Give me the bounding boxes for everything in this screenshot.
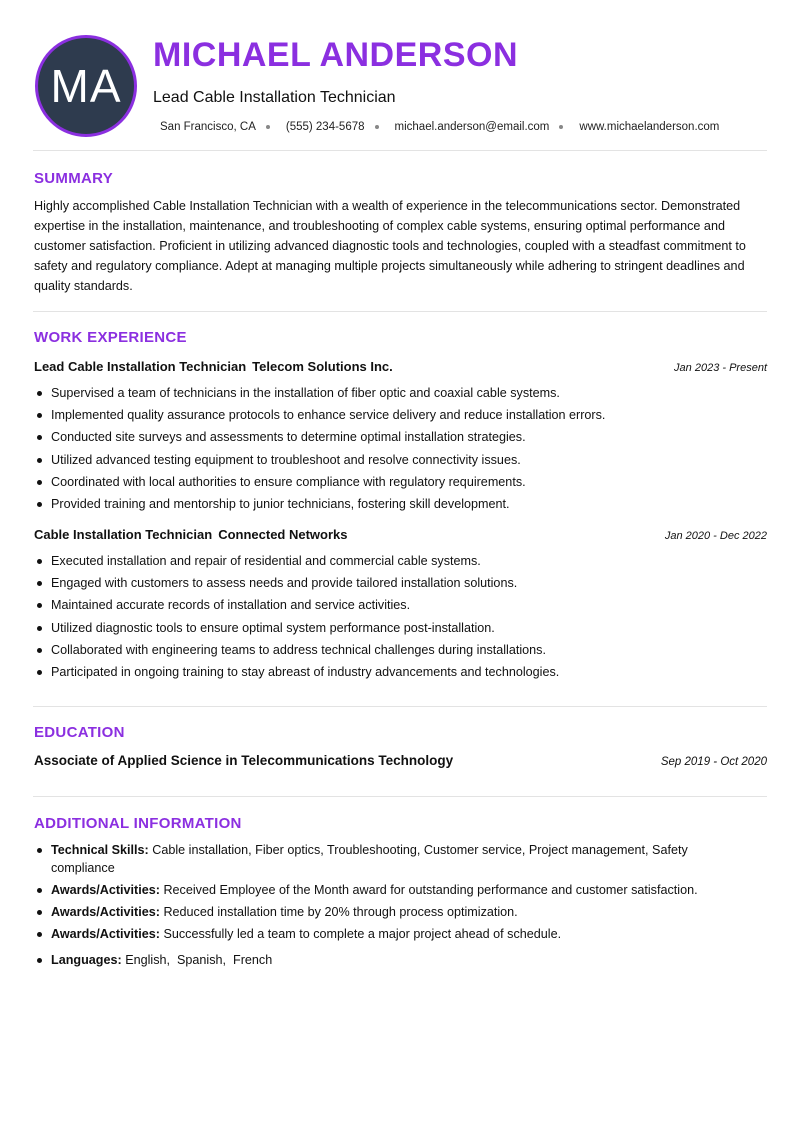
job-company: Connected Networks <box>218 527 348 542</box>
list-item <box>34 881 754 899</box>
contact-bar <box>160 121 719 133</box>
list-item: Conducted site surveys and assessments to determine optimal installation strategies. <box>34 426 767 448</box>
contact-phone: (555) 234-5678 <box>285 121 365 133</box>
section-title-additional: ADDITIONAL INFORMATION <box>34 815 242 832</box>
avatar <box>35 35 137 137</box>
contact-website[interactable]: www.michaelanderson.com <box>579 121 720 133</box>
list-item: Maintained accurate records of installation and service activities. <box>34 594 767 616</box>
info-label: Awards/Activities: <box>51 905 160 919</box>
divider <box>33 706 767 707</box>
info-label: Technical Skills: <box>51 843 149 857</box>
language-item: English <box>125 953 167 967</box>
divider <box>33 796 767 797</box>
job-company: Telecom Solutions Inc. <box>252 359 393 374</box>
contact-email[interactable]: michael.anderson@email.com <box>394 121 550 133</box>
divider <box>33 311 767 312</box>
info-text: Received Employee of the Month award for outstanding performance and customer satisfaction. <box>163 883 698 897</box>
job-role: Cable Installation Technician <box>34 527 213 542</box>
additional-info-list <box>34 841 754 973</box>
list-item <box>34 841 754 877</box>
job-role: Lead Cable Installation Technician <box>34 359 247 374</box>
education-entry <box>34 753 767 768</box>
list-item: Provided training and mentorship to junior technicians, fostering skill development. <box>34 493 767 515</box>
info-label: Languages: <box>51 953 122 967</box>
info-text: Reduced installation time by 20% through process optimization. <box>163 905 518 919</box>
list-item: Participated in ongoing training to stay abreast of industry advancements and technologies. <box>34 661 767 683</box>
list-item <box>34 903 754 921</box>
info-text: Cable installation, Fiber optics, Troubleshooting, Customer service, Project management, Safety compliance <box>51 843 688 875</box>
job-header <box>34 358 767 376</box>
list-item <box>34 925 754 943</box>
list-item <box>34 951 754 969</box>
list-item: Utilized advanced testing equipment to troubleshoot and resolve connectivity issues. <box>34 449 767 471</box>
list-item: Supervised a team of technicians in the installation of fiber optic and coaxial cable systems. <box>34 382 767 404</box>
dot-separator <box>375 125 379 129</box>
dot-separator <box>266 125 270 129</box>
job-dates: Jan 2023 - Present <box>674 362 767 374</box>
contact-location: San Francisco, CA <box>160 121 256 133</box>
job-bullets <box>34 550 767 683</box>
section-title-summary: SUMMARY <box>34 170 114 187</box>
job-header <box>34 526 767 544</box>
job-entry <box>34 526 767 683</box>
avatar-initials: MA <box>50 60 122 112</box>
list-item: Implemented quality assurance protocols to enhance service delivery and reduce installation errors. <box>34 404 767 426</box>
candidate-name: MICHAEL ANDERSON <box>153 36 519 74</box>
list-item: Executed installation and repair of residential and commercial cable systems. <box>34 550 767 572</box>
language-item: , French <box>223 953 273 967</box>
divider <box>33 150 767 151</box>
job-entry <box>34 358 767 515</box>
section-title-experience: WORK EXPERIENCE <box>34 329 187 346</box>
info-text: Successfully led a team to complete a major project ahead of schedule. <box>163 927 562 941</box>
list-item: Utilized diagnostic tools to ensure optimal system performance post-installation. <box>34 617 767 639</box>
summary-text: Highly accomplished Cable Installation Technician with a wealth of experience in the telecommunications sector. Demonstrated expertise in the installation, maintenance, and troubleshooting of complex cable systems, ensuring optimal performance and customer satisfaction. Proficient in utilizing advanced diagnostic tools and technologies, coupled with a steadfast commitment to safety and regulatory compliance. Adept at managing multiple projects simultaneously while adhering to stringent deadlines and quality standards. <box>34 199 746 293</box>
language-item: , Spanish <box>167 953 223 967</box>
education-dates: Sep 2019 - Oct 2020 <box>660 756 767 768</box>
list-item: Engaged with customers to assess needs and provide tailored installation solutions. <box>34 572 767 594</box>
candidate-title: Lead Cable Installation Technician <box>153 89 396 106</box>
education-degree: Associate of Applied Science in Telecommunications Technology <box>34 753 454 768</box>
list-item: Collaborated with engineering teams to address technical challenges during installations. <box>34 639 767 661</box>
section-title-education: EDUCATION <box>34 724 125 741</box>
info-label: Awards/Activities: <box>51 927 160 941</box>
job-bullets <box>34 382 767 515</box>
list-item: Coordinated with local authorities to ensure compliance with regulatory requirements. <box>34 471 767 493</box>
dot-separator <box>559 125 563 129</box>
job-dates: Jan 2020 - Dec 2022 <box>664 530 767 542</box>
info-label: Awards/Activities: <box>51 883 160 897</box>
